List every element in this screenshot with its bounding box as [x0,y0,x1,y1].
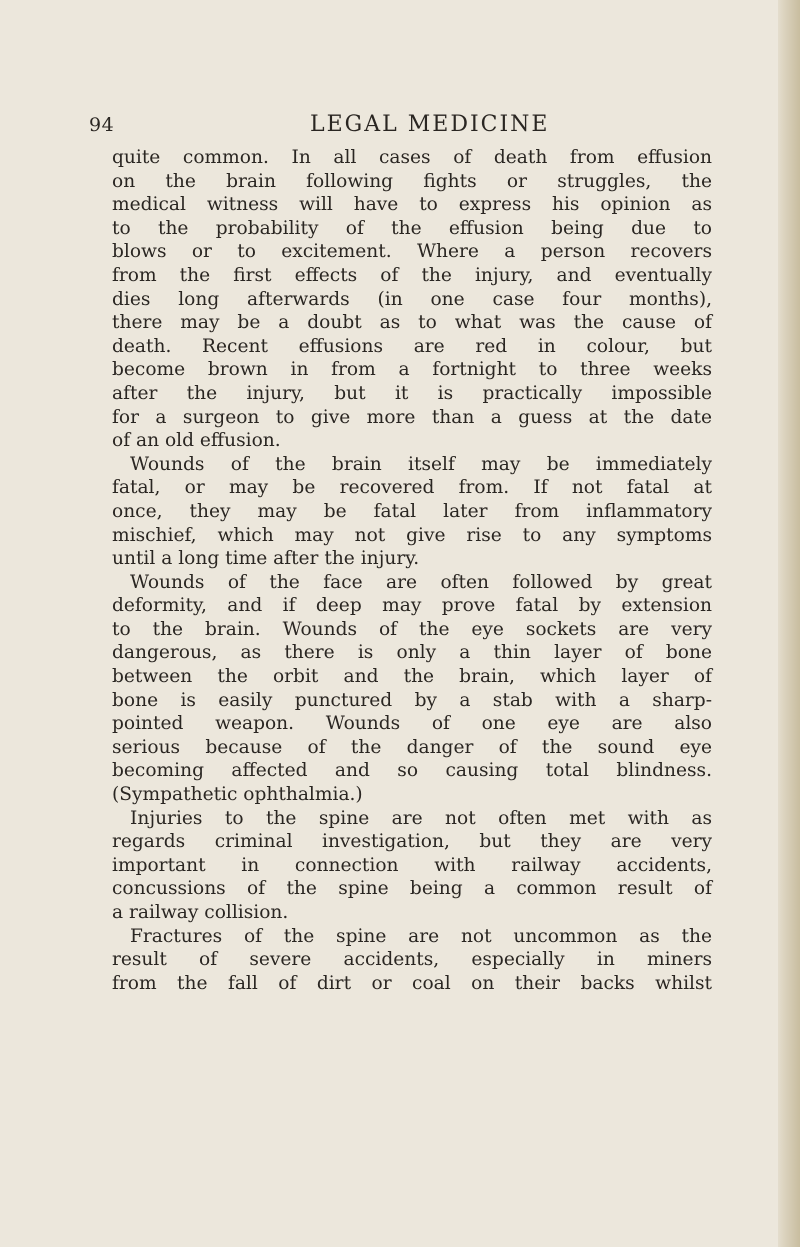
paragraph-start-line: Wounds of the brain itself may be immediately [130,453,712,475]
text-line: important in connection with railway accidents, [112,854,712,876]
text-line: of an old effusion. [112,430,281,452]
text-line: quite common. In all cases of death from effusion [112,147,712,168]
text-line: on the brain following fights or struggles, the [112,170,712,192]
text-line: become brown in from a fortnight to three weeks [112,359,712,381]
text-line: until a long time after the injury. [112,548,420,570]
text-line: dangerous, as there is only a thin layer of bone [112,642,712,664]
text-line: serious because of the danger of the sound eye [112,736,712,758]
text-line: bone is easily punctured by a stab with a sharp- [112,689,712,711]
page-edge-shadow [778,0,800,1247]
page-header [0,114,800,144]
text-line: pointed weapon. Wounds of one eye are also [112,713,712,735]
text-line: there may be a doubt as to what was the cause of [112,312,712,334]
text-line: to the probability of the effusion being due to [112,217,712,239]
text-line: (Sympathetic ophthalmia.) [112,784,363,806]
text-line: from the first effects of the injury, and eventually [112,264,712,286]
text-line: medical witness will have to express his opinion as [112,194,712,216]
text-line: result of severe accidents, especially in miners [112,949,712,971]
running-title: LEGAL MEDICINE [310,112,550,137]
text-line: death. Recent effusions are red in colour, but [112,335,712,357]
page-number: 94 [89,114,115,136]
text-line: mischief, which may not give rise to any symptoms [112,524,712,546]
text-line: regards criminal investigation, but they are very [112,831,712,853]
text-line: from the fall of dirt or coal on their backs whilst [112,972,712,994]
text-line: dies long afterwards (in one case four months), [112,288,712,310]
paragraph-start-line: Fractures of the spine are not uncommon as the [130,925,712,947]
text-line: to the brain. Wounds of the eye sockets are very [112,618,712,640]
text-line: once, they may be fatal later from inflammatory [112,500,712,522]
text-line: deformity, and if deep may prove fatal by extension [112,595,712,617]
text-line: fatal, or may be recovered from. If not fatal at [112,477,712,499]
text-line: concussions of the spine being a common result of [112,878,712,900]
text-line: after the injury, but it is practically impossible [112,382,712,404]
paragraph-start-line: Wounds of the face are often followed by great [130,571,712,593]
text-line: between the orbit and the brain, which layer of [112,666,712,688]
text-line: a railway collision. [112,902,289,923]
paragraph-start-line: Injuries to the spine are not often met with as [130,807,712,829]
text-line: blows or to excitement. Where a person recovers [112,241,712,263]
text-line: becoming affected and so causing total blindness. [112,760,712,782]
text-line: for a surgeon to give more than a guess at the date [112,406,712,428]
body-text [112,146,712,995]
